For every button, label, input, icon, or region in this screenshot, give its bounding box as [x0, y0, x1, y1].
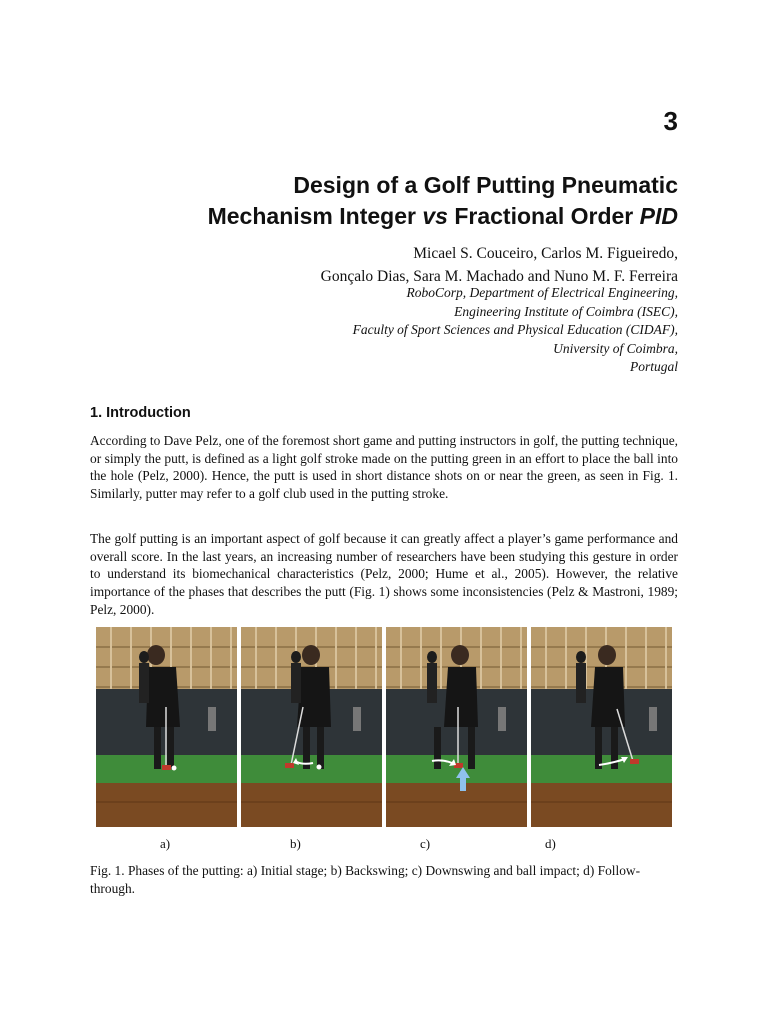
author-line: Gonçalo Dias, Sara M. Machado and Nuno M. F. Ferreira — [320, 268, 678, 285]
figure-sublabel-c: c) — [420, 836, 431, 851]
title-part-italic: vs — [422, 203, 448, 229]
chapter-title — [78, 170, 678, 232]
title-line-1: Design of a Golf Putting Pneumatic — [293, 172, 678, 198]
affiliation-line: Engineering Institute of Coimbra (ISEC), — [454, 303, 678, 319]
affiliation-line: Portugal — [629, 359, 678, 374]
figure-sublabel-d: d) — [545, 836, 556, 851]
figure-caption: Fig. 1. Phases of the putting: a) Initial stage; b) Backswing; c) Downswing and ball impact; d) Follow-through. — [90, 863, 641, 896]
title-part-italic: PID — [639, 203, 678, 229]
affiliation-line: Faculty of Sport Sciences and Physical Education (CIDAF), — [352, 322, 678, 337]
authors — [58, 242, 678, 288]
chapter-number: 3 — [663, 106, 678, 136]
title-part: Mechanism Integer — [207, 203, 423, 229]
figure-putting-phases — [96, 627, 672, 827]
figure-sublabel-b: b) — [290, 836, 301, 851]
author-line: Micael S. Couceiro, Carlos M. Figueiredo, — [413, 245, 678, 262]
photo-follow-through — [531, 627, 672, 827]
figure-sublabel-a: a) — [160, 836, 171, 851]
title-line-2 — [78, 201, 678, 232]
photo-backswing — [241, 627, 382, 827]
body-paragraph: The golf putting is an important aspect of golf because it can greatly affect a player’s game performance and overall score. In the last years, an increasing number of researchers have been studying this gesture in order to understand its biomechanical characteristics (Pelz, 2000; Hume et al., 2005). However, the relative importance of the phases that describes the putt (Fig. 1) shows some inconsistencies (Pelz & Mastroni, 1989; Pelz, 2000). — [90, 531, 678, 617]
affiliation-line: RoboCorp, Department of Electrical Engineering, — [406, 285, 678, 300]
affiliations — [58, 284, 678, 377]
photo-downswing-impact — [386, 627, 527, 827]
affiliation-line: University of Coimbra, — [553, 340, 678, 356]
photo-initial-stage — [96, 627, 237, 827]
body-paragraph: According to Dave Pelz, one of the foremost short game and putting instructors in golf, the putting technique, or simply the putt, is defined as a light golf stroke made on the putting green in an effort to place the ball into the hole (Pelz, 2000). Hence, the putt is used in short distance shots on or near the green, as seen in Fig. 1. Similarly, putter may refer to a golf club used in the putting stroke. — [90, 433, 678, 502]
title-part: Fractional Order — [447, 203, 640, 229]
section-heading: 1. Introduction — [90, 405, 191, 421]
